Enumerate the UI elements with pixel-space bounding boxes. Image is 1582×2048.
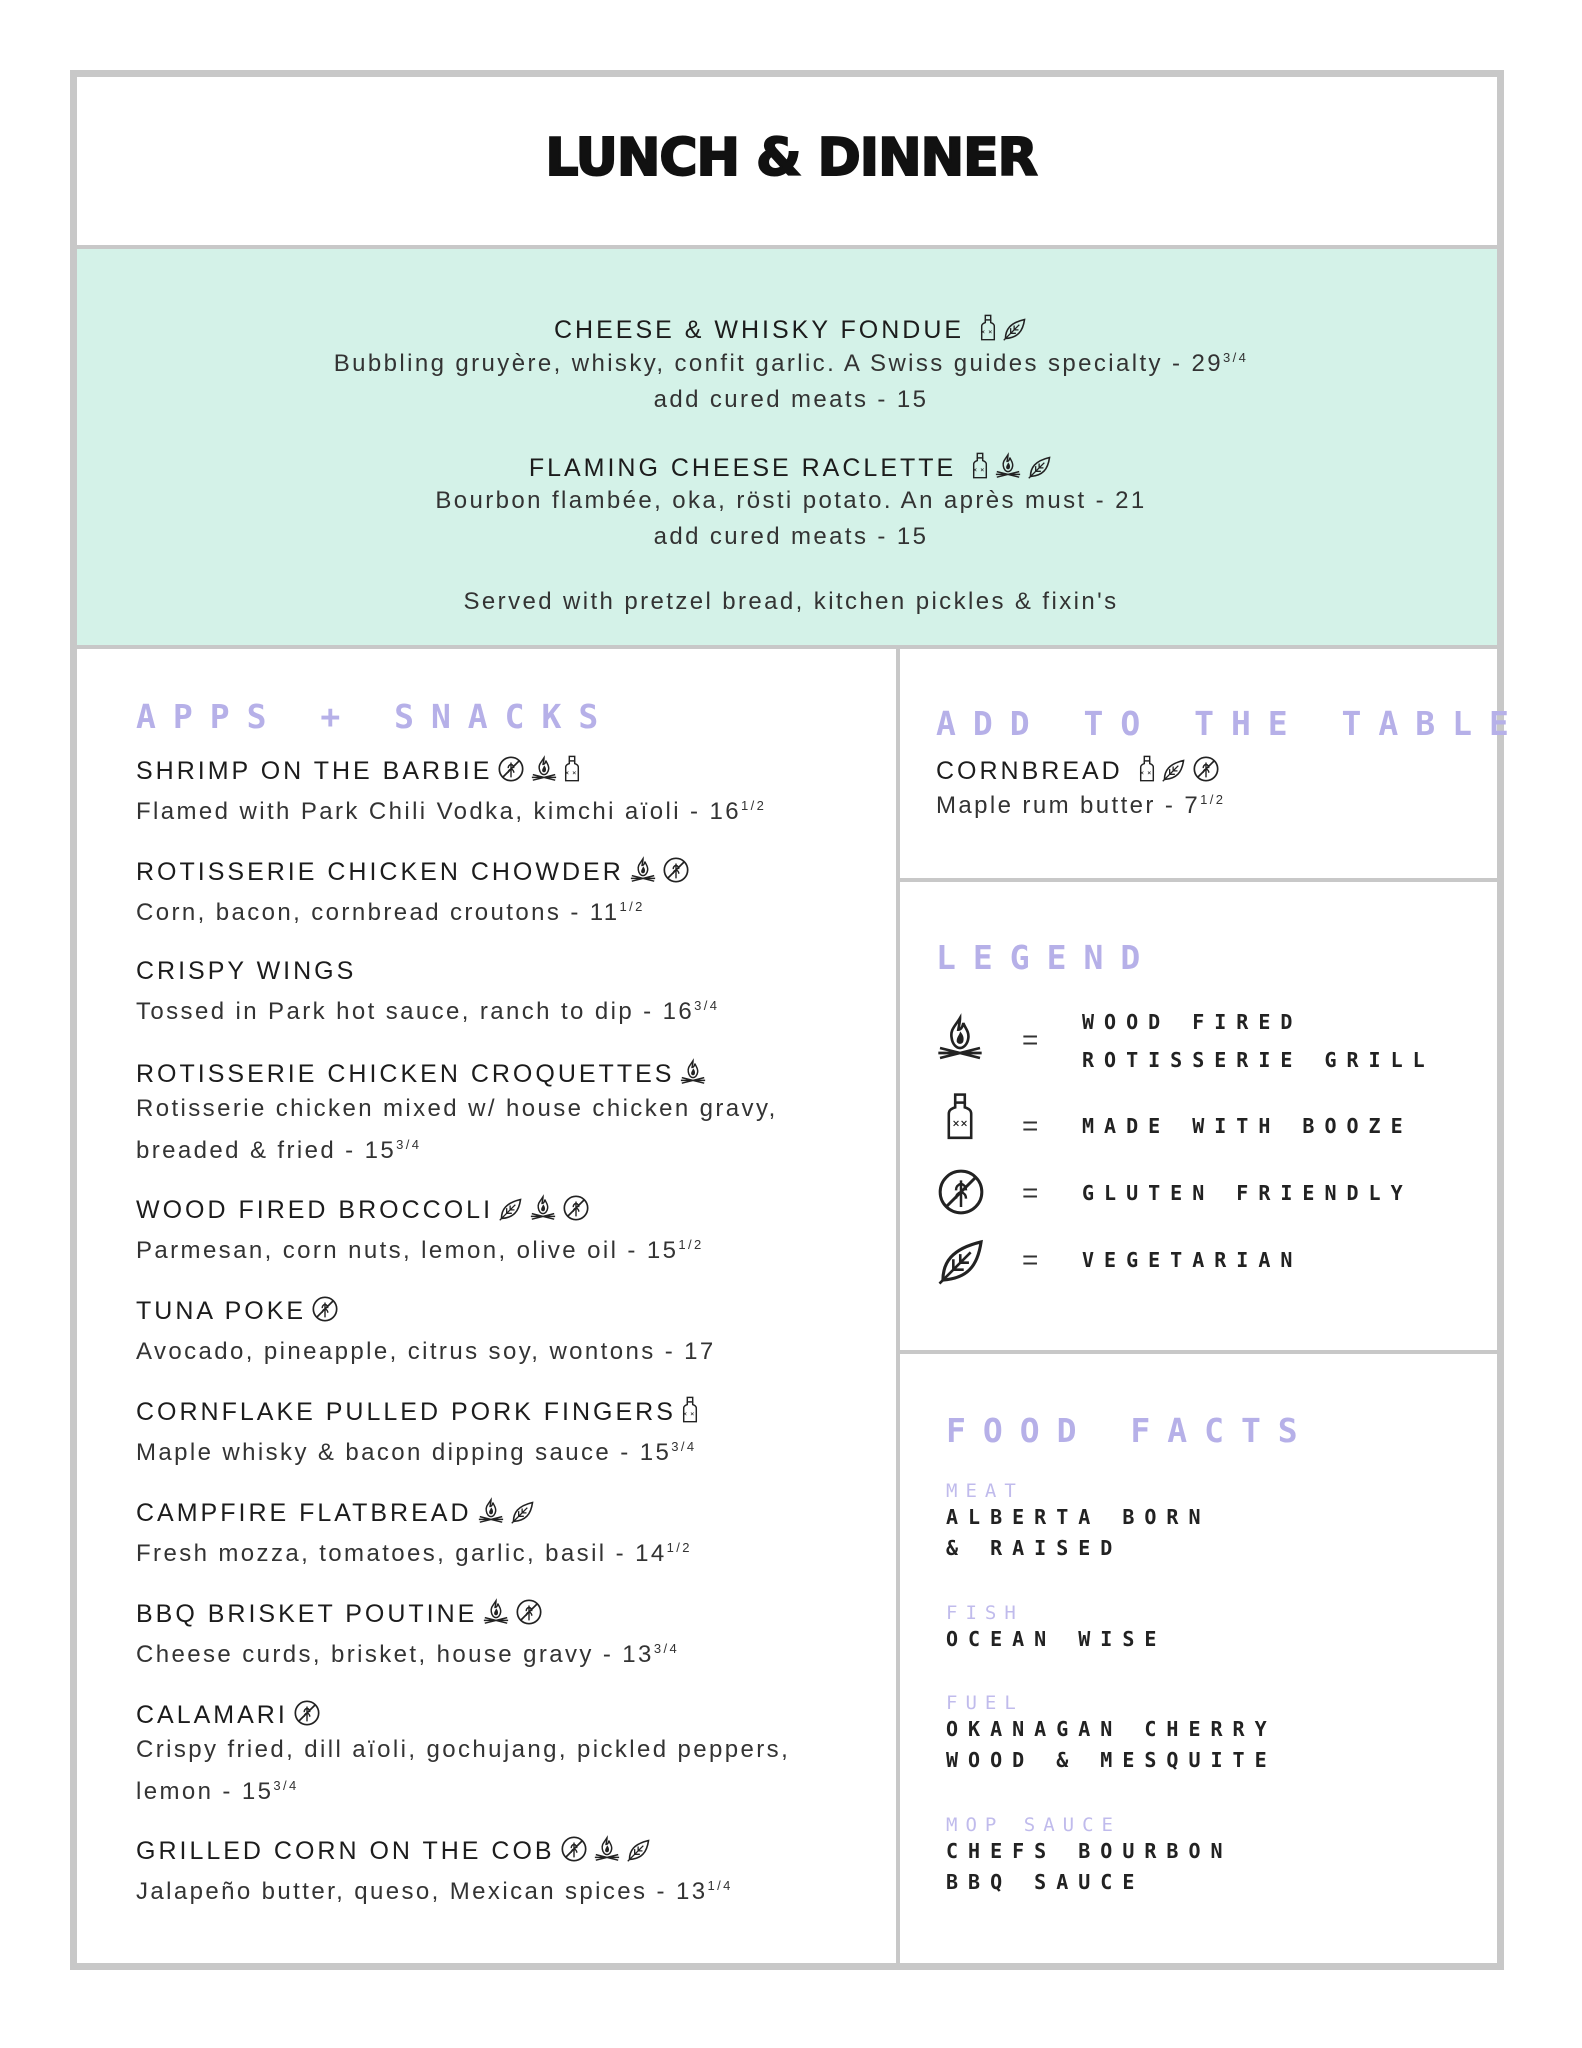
menu-item-desc-row (136, 1530, 866, 1572)
wood-fire-icon (482, 1598, 510, 1626)
menu-item-price-frac: 3/4 (273, 1778, 299, 1793)
cornbread-name: CORNBREAD (936, 757, 1123, 785)
menu-item-desc-row (136, 1429, 866, 1471)
fact-fuel (946, 1692, 1277, 1776)
legend-divider (898, 1350, 1497, 1354)
menu-item-price-frac: 1/2 (666, 1540, 692, 1555)
legend-equals: = (1022, 1110, 1039, 1141)
gluten-friendly-icon (293, 1699, 321, 1727)
menu-item-desc-row (136, 788, 866, 830)
menu-item-desc: Maple whisky & bacon dipping sauce - 15 (136, 1439, 672, 1466)
menu-item (136, 1396, 866, 1471)
menu-item-desc: Corn, bacon, cornbread croutons - 11 (136, 899, 620, 926)
featured-note: Served with pretzel bread, kitchen pickles & fixin's (463, 588, 1119, 615)
menu-item-name: ROTISSERIE CHICKEN CROQUETTES (136, 1060, 675, 1088)
fact-value: CHEFS BOURBON (946, 1839, 1233, 1863)
menu-item-name-row (136, 856, 866, 887)
food-facts-heading: FOOD FACTS (946, 1411, 1315, 1450)
legend-gluten: GLUTEN FRIENDLY (1082, 1181, 1413, 1205)
menu-item-desc-row (136, 1868, 866, 1910)
menu-item-name: CORNFLAKE PULLED PORK FINGERS (136, 1398, 676, 1426)
fact-value: WOOD & MESQUITE (946, 1748, 1277, 1772)
vegetarian-icon (510, 1499, 536, 1525)
legend-gluten-symbol (936, 1167, 986, 1222)
wood-fire-icon (994, 452, 1022, 480)
gluten-friendly-icon (562, 1194, 590, 1222)
gluten-friendly-icon (662, 856, 690, 884)
menu-item-name: TUNA POKE (136, 1297, 307, 1325)
menu-item (136, 1497, 866, 1572)
vegetarian-icon (936, 1274, 988, 1291)
featured-item-desc (0, 350, 1582, 378)
fact-value: OCEAN WISE (946, 1627, 1167, 1651)
menu-item-desc: Rotisserie chicken mixed w/ house chicken gravy, breaded & fried - 15 (136, 1095, 778, 1164)
menu-item-name-row (136, 1598, 866, 1629)
wood-fire-icon (935, 1050, 985, 1067)
column-divider (896, 645, 900, 1963)
cornbread-desc: Maple rum butter - 7 (936, 792, 1201, 819)
menu-item-price-frac: 1/2 (741, 798, 767, 813)
menu-item (136, 1835, 866, 1910)
booze-icon (1138, 755, 1156, 783)
menu-item-name: ROTISSERIE CHICKEN CHOWDER (136, 858, 624, 886)
fact-value: OKANAGAN CHERRY (946, 1717, 1277, 1741)
menu-title: LUNCH & DINNER (545, 128, 1037, 188)
fact-fish (946, 1602, 1166, 1655)
fact-meat (946, 1480, 1211, 1564)
menu-item-name-row (136, 1194, 866, 1225)
menu-item-desc-row (136, 889, 866, 931)
booze-icon (944, 1134, 976, 1151)
menu-item-name: CAMPFIRE FLATBREAD (136, 1499, 472, 1527)
menu-item-name: BBQ BRISKET POUTINE (136, 1600, 478, 1628)
menu-item-desc: Fresh mozza, tomatoes, garlic, basil - 14 (136, 1540, 667, 1567)
fact-value: ALBERTA BORN (946, 1505, 1211, 1529)
menu-item-desc: Tossed in Park hot sauce, ranch to dip - 16 (136, 998, 695, 1025)
wood-fire-icon (530, 755, 558, 783)
legend-vegetarian: VEGETARIAN (1082, 1248, 1303, 1272)
vegetarian-icon (1161, 757, 1187, 783)
legend-booze-symbol (944, 1087, 976, 1152)
apps-snacks-heading: APPS + SNACKS (136, 697, 616, 736)
wood-fire-icon (629, 856, 657, 884)
menu-item-desc: Avocado, pineapple, citrus soy, wontons - 17 (136, 1338, 716, 1365)
menu-item-desc: Cheese curds, brisket, house gravy - 13 (136, 1641, 654, 1668)
booze-icon (979, 314, 997, 342)
legend-wood-fired (1082, 1003, 1435, 1079)
raclette-name: FLAMING CHEESE RACLETTE (528, 454, 957, 482)
menu-item-name: WOOD FIRED BROCCOLI (136, 1196, 494, 1224)
fact-value: & RAISED (946, 1536, 1123, 1560)
legend-label: WOOD FIRED (1082, 1010, 1303, 1034)
legend-heading: LEGEND (936, 938, 1158, 977)
featured-item-desc: Bourbon flambée, oka, rösti potato. An après must - 21 (435, 487, 1147, 514)
legend-equals: = (1022, 1177, 1039, 1208)
booze-icon (681, 1396, 699, 1424)
menu-item-price-frac: 3/4 (653, 1641, 680, 1656)
menu-item-price-frac: 1/2 (678, 1237, 704, 1252)
menu-item (136, 957, 866, 1030)
wood-fire-icon (477, 1497, 505, 1525)
booze-icon (563, 755, 581, 783)
menu-item-desc: Crispy fried, dill aïoli, gochujang, pickled peppers, lemon - 15 (136, 1736, 791, 1805)
menu-item (136, 1699, 866, 1810)
menu-item-desc: Jalapeño butter, queso, Mexican spices - 13 (136, 1878, 708, 1905)
featured-item-name (0, 452, 1582, 483)
featured-item-name (0, 314, 1582, 345)
menu-item-name: CALAMARI (136, 1701, 288, 1729)
menu-item-price-frac: 1/2 (619, 899, 645, 914)
featured-fondue-section (77, 249, 1497, 645)
legend-label: ROTISSERIE GRILL (1082, 1048, 1435, 1072)
fondue-name: CHEESE & WHISKY FONDUE (554, 316, 965, 344)
menu-item-name-row (136, 1497, 866, 1528)
menu-item-name-row (136, 1058, 866, 1089)
gluten-friendly-icon (515, 1598, 543, 1626)
fact-label: MOP SAUCE (946, 1814, 1121, 1836)
menu-item-desc-row (136, 1328, 866, 1370)
legend-equals: = (1022, 1024, 1039, 1055)
menu-item-desc-row (136, 1091, 866, 1169)
featured-divider (77, 645, 1497, 649)
menu-item-desc-row (136, 1631, 866, 1673)
vegetarian-icon (1002, 316, 1028, 342)
legend-fire-symbol (935, 1013, 985, 1068)
cornbread-name-row (936, 755, 1220, 786)
menu-item-price-frac: 3/4 (694, 998, 720, 1013)
fact-label: FISH (946, 1602, 1024, 1624)
menu-item-name: SHRIMP ON THE BARBIE (136, 757, 493, 785)
fact-label: FUEL (946, 1692, 1024, 1714)
fact-label: MEAT (946, 1480, 1024, 1502)
cornbread-price-frac: 1/2 (1200, 792, 1226, 807)
menu-item-name-row (136, 755, 866, 786)
menu-item-desc: Parmesan, corn nuts, lemon, olive oil - 15 (136, 1237, 679, 1264)
menu-item (136, 1058, 866, 1169)
cornbread-desc-row (936, 792, 1225, 820)
legend-equals: = (1022, 1244, 1039, 1275)
menu-item-name-row (136, 1396, 866, 1427)
booze-icon (971, 452, 989, 480)
menu-item-price-frac: 3/4 (671, 1439, 697, 1454)
menu-item (136, 1295, 866, 1370)
menu-item-name: GRILLED CORN ON THE COB (136, 1837, 555, 1865)
gluten-friendly-icon (1192, 755, 1220, 783)
menu-item-desc: Flamed with Park Chili Vodka, kimchi aïoli - 16 (136, 798, 741, 825)
vegetarian-icon (1027, 454, 1053, 480)
fact-value: BBQ SAUCE (946, 1870, 1145, 1894)
legend-veg-symbol (936, 1235, 988, 1292)
add-to-table-heading: ADD TO THE TABLE (936, 704, 1526, 743)
menu-item-price-frac: 1/4 (707, 1878, 733, 1893)
menu-item-price-frac: 3/4 (396, 1137, 422, 1152)
gluten-friendly-icon (560, 1835, 588, 1863)
menu-item-desc-row (136, 988, 866, 1030)
menu-item-name-row (136, 1699, 866, 1730)
gluten-friendly-icon (497, 755, 525, 783)
fondue-desc: Bubbling gruyère, whisky, confit garlic. A Swiss guides specialty - 29 (333, 350, 1223, 377)
gluten-friendly-icon (936, 1204, 986, 1221)
featured-item-addon: add cured meats - 15 (653, 386, 929, 413)
fact-mop-sauce (946, 1814, 1233, 1898)
menu-item-name-row (136, 1835, 866, 1866)
menu-item-name-row (136, 1295, 866, 1326)
wood-fire-icon (529, 1194, 557, 1222)
table-divider (898, 878, 1497, 882)
menu-item-name-row (136, 957, 866, 986)
menu-item (136, 1194, 866, 1269)
vegetarian-icon (498, 1196, 524, 1222)
vegetarian-icon (626, 1837, 652, 1863)
featured-item-addon: add cured meats - 15 (653, 523, 929, 550)
wood-fire-icon (679, 1058, 707, 1086)
menu-item (136, 755, 866, 830)
gluten-friendly-icon (311, 1295, 339, 1323)
menu-item (136, 856, 866, 931)
menu-item (136, 1598, 866, 1673)
menu-item-desc-row (136, 1732, 866, 1810)
menu-item-name: CRISPY WINGS (136, 957, 357, 985)
wood-fire-icon (593, 1835, 621, 1863)
legend-booze: MADE WITH BOOZE (1082, 1114, 1413, 1138)
menu-item-desc-row (136, 1227, 866, 1269)
fondue-price-frac: 3/4 (1222, 350, 1249, 365)
